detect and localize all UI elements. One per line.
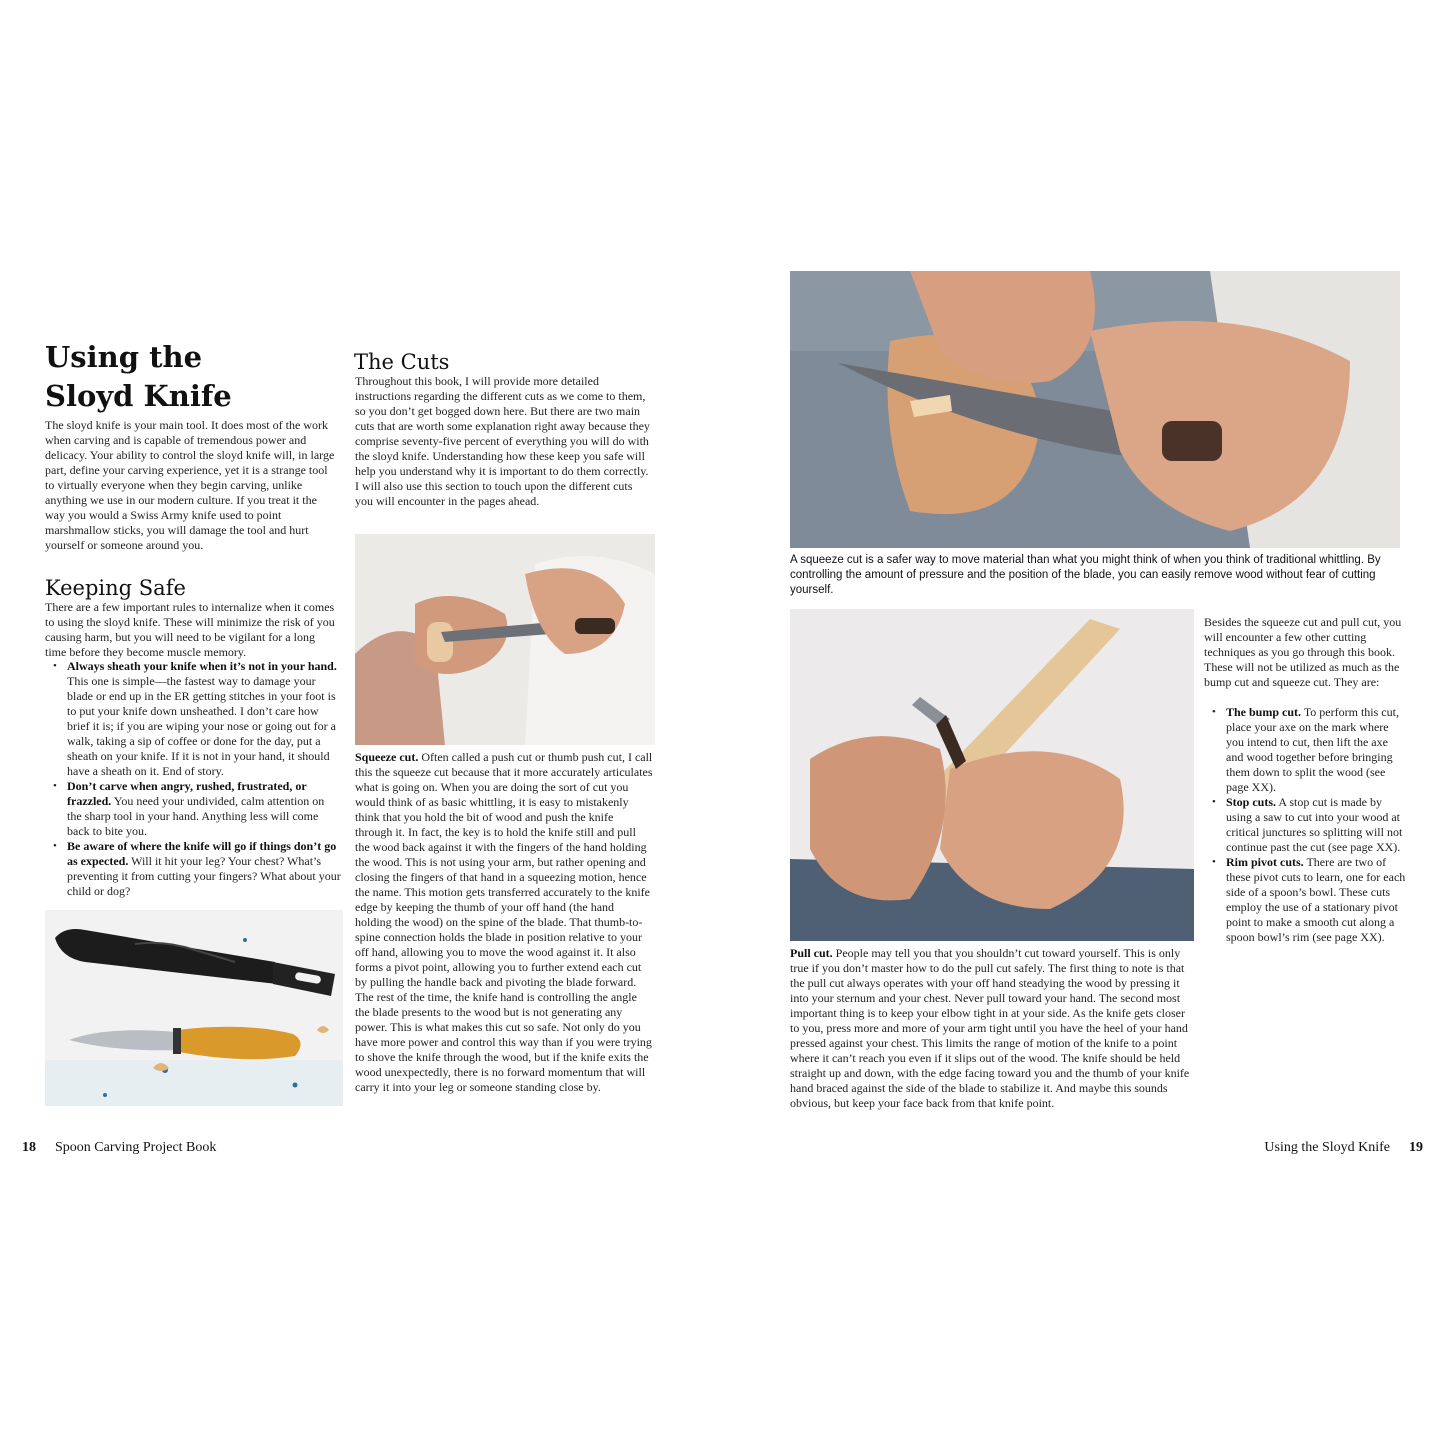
cut-text: A stop cut is made by using a saw to cut into your wood at critical junctures so splitting will not continue past the cut (see page XX). (1226, 795, 1403, 854)
the-cuts-paragraph: Throughout this book, I will provide more detailed instructions regarding the different cuts as we come to them, so you don’t get bogged down here. But there are two main cuts that are worth some explanation right away because they comprise seventy-five percent of everything you will do with the sloyd knife. Understanding how these keep you safe will help you understand why it is important to do them correctly. I will also use this section to touch upon the different cuts you will encounter in the pages ahead. (355, 374, 650, 508)
keeping-safe-intro: There are a few important rules to internalize when it comes to using the sloyd knife. These will minimize the risk of you causing harm, but you will need to be vigilant for a long time before they become muscle memory. (45, 600, 335, 659)
cut-term: The bump cut. (1226, 705, 1302, 719)
safety-rule (45, 659, 341, 779)
keeping-safe-heading: Keeping Safe (45, 576, 186, 600)
other-cuts-intro: Besides the squeeze cut and pull cut, you will encounter a few other cutting techniques as you go through this book. These will not be utilized as much as the bump cut and squeeze cut. They are: (1204, 615, 1402, 689)
rule-text: Will it hit your leg? Your chest? What’s preventing it from cutting your fingers? What about your child or dog? (67, 854, 341, 898)
other-cut-item (1204, 855, 1406, 945)
safety-rule (45, 839, 341, 899)
cut-term: Rim pivot cuts. (1226, 855, 1304, 869)
rule-text: This one is simple—the fastest way to damage your blade or end up in the ER getting stitches in your foot is to put your knife down unsheathed. I don’t care how brief it is; if you are wiping your nose or going out for a walk, taking a sip of coffee or done for the day, put a sheath on your knife. If it is not in your hand, it should have a sheath on it. End of story. (67, 674, 336, 778)
rule-bold: Be aware of where the knife will go if things don’t go as expected. (67, 839, 337, 868)
safety-rule (45, 779, 341, 839)
squeeze-cut-term: Squeeze cut. (355, 750, 419, 764)
intro-paragraph: The sloyd knife is your main tool. It does most of the work when carving and is capable of tremendous power and delicacy. Your ability to control the sloyd knife will, in large part, define your carving experience, yet it is a strange tool to virtually everyone when they begin carving, unlike anything we use in our modern culture. If you treat it the way you would a Swiss Army knife used to point marshmallow sticks, you will damage the tool and hurt yourself or someone around you. (45, 418, 335, 552)
cut-term: Stop cuts. (1226, 795, 1277, 809)
bullet-icon: • (53, 840, 57, 852)
left-footer (22, 1139, 216, 1157)
cut-text: To perform this cut, place your axe on the mark where you intend to cut, then lift the axe and wood together before bringing them down to split the wood (see page XX). (1226, 705, 1399, 794)
squeeze-cut-closeup-photo (790, 271, 1400, 548)
section-title: Using the Sloyd Knife (1264, 1140, 1390, 1155)
squeeze-cut-text: Often called a push cut or thumb push cut, I call this the squeeze cut because that it more accurately articulates what is going on. When you are doing the sort of cut you would think of as basic whittling, it is easy to mistakenly think that you hold the bit of wood and push the knife through it. In fact, the key is to hold the knife still and pull the wood back against it with the fingers of the hand holding the wood. This is not using your arm, but rather opening and closing the fingers of that hand in a squeezing motion, hence the name. This motion gets transferred accurately to the knife edge by keeping the thumb of your off hand (the hand holding the wood) on the spine of the blade. That thumb-to-spine connection holds the blade in position relative to your off hand, allowing you to move the wood against it. It also forms a pivot point, allowing you to further extend each cut by pulling the handle back and pivoting the blade forward. The rest of the time, the knife hand is controlling the angle the blade presents to the wood but is not generating any power. This is what makes this cut so safe. Not only do you have more power and control this way than if you were trying to shove the knife through the wood, but if the knife exits the wood unexpectedly, there is no forward momentum that will carry it into your leg or someone standing close by. (355, 750, 653, 1094)
squeeze-cut-photo (355, 534, 655, 745)
other-cuts-list (1204, 705, 1406, 945)
knife-and-sheath-photo (45, 910, 343, 1106)
right-footer (1264, 1139, 1423, 1157)
book-title: Spoon Carving Project Book (55, 1140, 217, 1155)
page-number-left: 18 (22, 1140, 36, 1155)
bullet-icon: • (1212, 856, 1216, 868)
pull-cut-text: People may tell you that you shouldn’t cut toward yourself. This is only true if you don’t master how to do the pull cut safely. The first thing to note is that the pull cut always operates with your off hand steadying the wood by pressing it into your sternum and your chest. Never pull toward your hand. The second most important thing is to keep your elbow tight in at your side. As the knife gets closer to you, press more and more of your arm tight until you have the heel of your hand pressed against your chest. This limits the range of motion of the knife to a point where it can’t reach you even if it slips out of the wood. The knife should be held straight up and down, with the edge facing toward you and the thumb of your knife hand braced against the side of the blade to stabilize it. And maybe this sounds obvious, but keep your face back from that knife point. (790, 946, 1190, 1110)
squeeze-cut-paragraph (355, 750, 653, 1095)
other-cut-item (1204, 795, 1406, 855)
pull-cut-photo (790, 609, 1194, 941)
bullet-icon: • (53, 660, 57, 672)
bullet-icon: • (1212, 796, 1216, 808)
page-number-right: 19 (1409, 1140, 1423, 1155)
page-title (45, 338, 335, 416)
rule-text: You need your undivided, calm attention on the sharp tool in your hand. Anything less will come back to bite you. (67, 794, 325, 838)
other-cut-item (1204, 705, 1406, 795)
safety-rules-list (45, 659, 341, 899)
the-cuts-heading: The Cuts (354, 350, 450, 374)
bullet-icon: • (53, 780, 57, 792)
bullet-icon: • (1212, 706, 1216, 718)
top-photo-caption: A squeeze cut is a safer way to move material than what you might think of when you think of traditional whittling. By controlling the amount of pressure and the position of the blade, you can easily remove wood without fear of cutting yourself. (790, 554, 1381, 596)
pull-cut-term: Pull cut. (790, 946, 833, 960)
pull-cut-paragraph (790, 946, 1194, 1111)
title-line-2: Sloyd Knife (45, 379, 232, 413)
rule-bold: Always sheath your knife when it’s not in your hand. (67, 659, 337, 673)
cut-text: There are two of these pivot cuts to learn, one for each side of a spoon’s bowl. These cuts employ the use of a stationary pivot point to make a smooth cut along a spoon bowl’s rim (see page XX). (1226, 855, 1406, 944)
title-line-1: Using the (45, 340, 203, 374)
rule-bold: Don’t carve when angry, rushed, frustrated, or frazzled. (67, 779, 307, 808)
